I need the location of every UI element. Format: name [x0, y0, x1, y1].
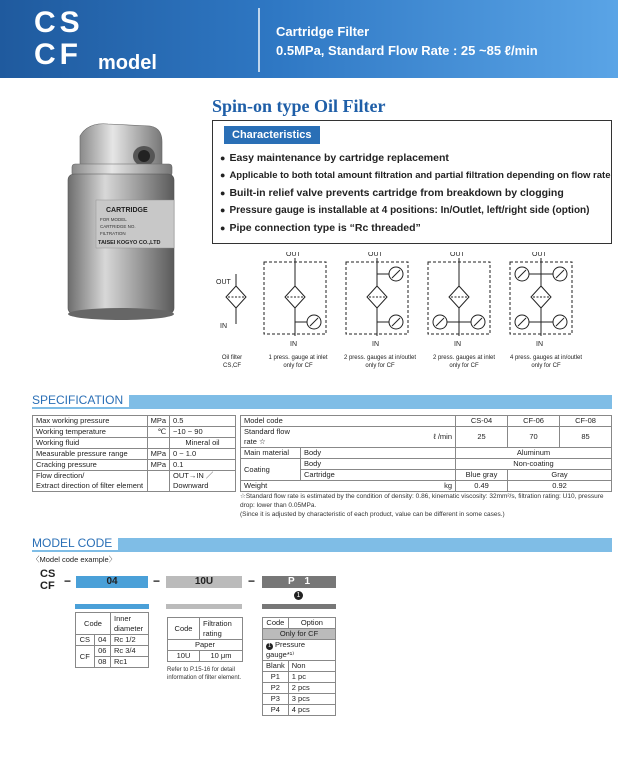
table-row: Blank Non — [263, 661, 336, 672]
characteristics-heading: Characteristics — [224, 126, 320, 144]
svg-text:OUT: OUT — [286, 252, 301, 258]
table-row: P1 1 pc — [263, 672, 336, 683]
dash: − — [248, 574, 256, 588]
table-row: Code Inner diameter — [76, 613, 149, 635]
spec-table-right — [240, 415, 612, 492]
diagram-caption-5: 4 press. gauges at in/outlet only for CF — [509, 355, 583, 369]
table-row: 08 Rc1 — [76, 657, 149, 668]
table-row: Code Option — [263, 618, 336, 629]
svg-text:IN: IN — [290, 341, 297, 348]
label-line-2: CARTRIDGE NO. — [100, 224, 136, 229]
diagram-caption-1: Oil filter CS,CF — [221, 355, 243, 369]
specification-heading: SPECIFICATION — [32, 393, 129, 407]
svg-text:IN: IN — [372, 341, 379, 348]
characteristic-item: ● Built-in relief valve prevents cartridge from breakdown by clogging — [220, 187, 610, 199]
characteristic-item: ● Pressure gauge is installable at 4 positions: In/Outlet, left/right side (option) — [220, 205, 610, 216]
option-table — [262, 617, 336, 716]
diagram-caption-3: 2 press. gauges at in/outlet only for CF — [343, 355, 417, 369]
table-row: Cartridge Blue gray Gray — [241, 470, 612, 481]
characteristic-item: ● Pipe connection type is “Rc threaded” — [220, 222, 610, 234]
diagram-in-label: IN — [220, 323, 227, 330]
table-row: Measurable pressure range MPa 0 ~ 1.0 — [33, 449, 236, 460]
table-row: 10U 10 μm — [168, 651, 243, 662]
table-row: Main material Body Aluminum — [241, 448, 612, 459]
table-row: Flow direction/ Extract direction of filter element OUT→IN ／ Downward — [33, 471, 236, 492]
svg-text:OUT: OUT — [368, 252, 383, 258]
filter-element-reference: Refer to P.15-16 for detail information of filter element. — [167, 667, 242, 681]
table-3-bar — [262, 604, 336, 609]
characteristics-list — [220, 152, 610, 240]
spec-table-left — [32, 415, 236, 492]
header-model: model — [98, 52, 157, 74]
filtration-rating-table — [167, 617, 243, 662]
svg-text:OUT: OUT — [450, 252, 465, 258]
table-row: P4 4 pcs — [263, 705, 336, 716]
table-row: Standard flow rate ☆ ℓ /min 25 70 85 — [241, 427, 612, 448]
table-row: CF 06 Rc 3/4 — [76, 646, 149, 657]
model-code-seg-option: P 1 — [262, 576, 336, 588]
model-code-heading-bar — [32, 538, 612, 552]
option-circle-number: 1 — [294, 591, 303, 600]
diagram-oil-filter — [216, 274, 246, 330]
diagram-caption-2: 1 press. gauge at inlet only for CF — [268, 355, 328, 369]
model-code-example-label: 〈Model code example〉 — [32, 555, 117, 564]
table-row: Paper — [168, 640, 243, 651]
specification-heading-bar — [32, 395, 612, 409]
table-row: Code Filtration rating — [168, 618, 243, 640]
table-row: 1 Pressure gauge*¹⁾ — [263, 640, 336, 661]
svg-text:IN: IN — [454, 341, 461, 348]
svg-text:IN: IN — [536, 341, 543, 348]
diagram-out-label: OUT — [216, 279, 231, 286]
diagram-1-gauge — [264, 252, 326, 348]
model-code-seg-rating: 10U — [166, 576, 242, 588]
table-row: CS 04 Rc 1/2 — [76, 635, 149, 646]
label-brand: CARTRIDGE — [106, 207, 148, 214]
model-code-series: CS CF — [40, 568, 56, 592]
circuit-diagrams — [210, 252, 610, 348]
diagram-4-gauges — [510, 252, 572, 348]
filter-product-image — [58, 118, 182, 328]
table-row: Model code CS-04 CF-06 CF-08 — [241, 416, 612, 427]
model-code-heading: MODEL CODE — [32, 536, 118, 550]
svg-text:OUT: OUT — [532, 252, 547, 258]
header-product-name: Cartridge Filter — [276, 24, 370, 39]
table-row: Max working pressure MPa 0.5 — [33, 416, 236, 427]
table-row: P2 2 pcs — [263, 683, 336, 694]
label-line-1: FOR MODEL — [100, 217, 127, 222]
page-title: Spin-on type Oil Filter — [212, 96, 386, 116]
header-cf: CF — [34, 38, 82, 71]
table-row: Coating Body Non-coating — [241, 459, 612, 470]
table-row: Working fluid Mineral oil — [33, 438, 236, 449]
spec-note: ☆Standard flow rate is estimated by the condition of density: 0.86, kinematic viscosity: 32mm²/s, filtration rating: U10, pressure drop: lower than 0.05MPa. (Since it is adjusted by characteristic of each product, value can be different in some cases.) — [240, 493, 604, 518]
table-2-bar — [166, 604, 242, 609]
characteristic-item: ● Easy maintenance by cartridge replacement — [220, 152, 610, 164]
model-code-seg-size: 04 — [76, 576, 148, 588]
table-row: Cracking pressure MPa 0.1 — [33, 460, 236, 471]
characteristic-item: ● Applicable to both total amount filtration and partial filtration depending on flow rate — [220, 170, 610, 181]
dash: − — [64, 574, 72, 588]
inner-diameter-table — [75, 612, 149, 668]
header-cs: CS — [34, 6, 84, 39]
diagram-2-gauges-inout — [346, 252, 408, 348]
diagram-caption-4: 2 press. gauges at inlet only for CF — [432, 355, 496, 369]
page-header — [0, 0, 618, 78]
table-row: P3 3 pcs — [263, 694, 336, 705]
table-row: Weight kg 0.49 0.92 — [241, 481, 612, 492]
label-line-3: FILTRATION — [100, 231, 126, 236]
table-1-bar — [75, 604, 149, 609]
dash: − — [153, 574, 161, 588]
header-divider — [258, 8, 260, 72]
table-row: Only for CF — [263, 629, 336, 640]
diagram-2-gauges-inlet — [428, 252, 490, 348]
label-maker: TAISEI KOGYO CO.,LTD — [98, 240, 161, 246]
header-rating: 0.5MPa, Standard Flow Rate : 25 ~85 ℓ/min — [276, 43, 538, 58]
table-row: Working temperature ℃ −10 ~ 90 — [33, 427, 236, 438]
